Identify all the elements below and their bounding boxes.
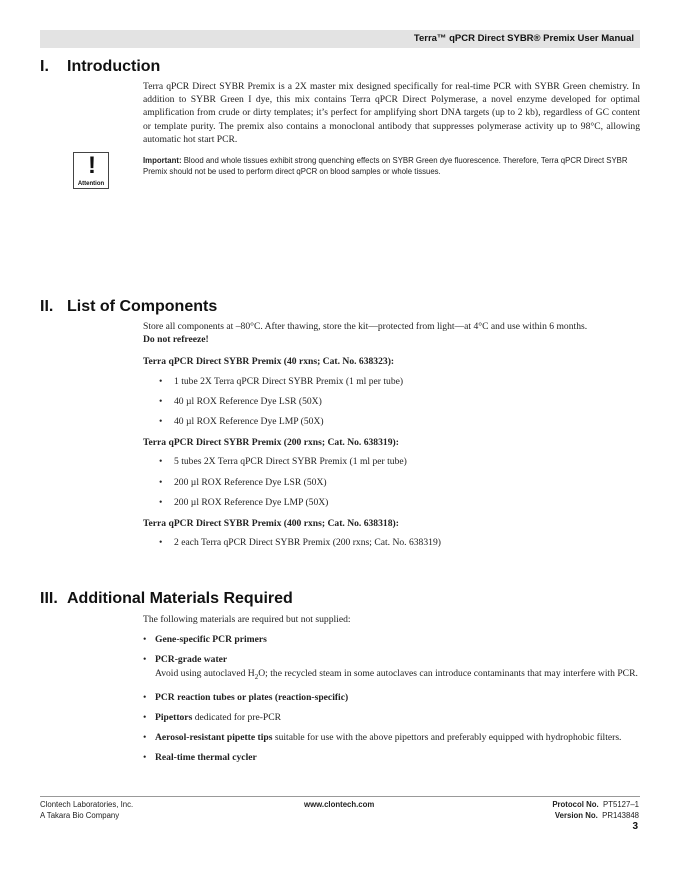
version-label: Version No. bbox=[554, 811, 598, 820]
section-number: III. bbox=[40, 590, 58, 607]
material-pipettors: Pipettors bbox=[155, 711, 193, 723]
important-note bbox=[143, 155, 640, 178]
material-cycler: Real-time thermal cycler bbox=[155, 752, 257, 764]
kit-item: • 40 µl ROX Reference Dye LMP (50X) bbox=[143, 415, 640, 428]
tips-note: suitable for use with the above pipettors and preferably equipped with hydrophobic filters. bbox=[272, 732, 622, 744]
footer-website: www.clontech.com bbox=[304, 800, 375, 809]
attention-label: Attention bbox=[77, 181, 105, 187]
kit-item-list bbox=[143, 375, 640, 429]
water-note bbox=[155, 668, 638, 679]
storage-text: Store all components at –80°C. After thawing, store the kit—protected from light—at 4°C and use within 6 months. bbox=[143, 321, 588, 332]
material-item bbox=[143, 711, 640, 724]
version-value: PR143848 bbox=[602, 811, 639, 820]
important-label: Important: bbox=[143, 156, 182, 165]
exclamation-icon: ! bbox=[88, 152, 96, 179]
section-heading-components bbox=[40, 298, 217, 316]
water-note-post: O; the recycled steam in some autoclaves can introduce contaminants that may interfere with PCR. bbox=[258, 667, 638, 679]
materials-block bbox=[143, 613, 640, 765]
material-tubes: PCR reaction tubes or plates (reaction-specific) bbox=[155, 691, 349, 703]
kit-heading: Terra qPCR Direct SYBR Premix (400 rxns; Cat. No. 638318): bbox=[143, 518, 399, 530]
materials-intro: The following materials are required but not supplied: bbox=[143, 614, 351, 625]
material-item bbox=[143, 731, 640, 744]
material-item bbox=[143, 633, 640, 646]
manual-title: Terra™ qPCR Direct SYBR® Premix User Manual bbox=[413, 33, 634, 44]
material-tips: Aerosol-resistant pipette tips bbox=[155, 732, 273, 744]
material-item bbox=[143, 691, 640, 704]
kit-item: • 40 µl ROX Reference Dye LSR (50X) bbox=[143, 395, 640, 408]
introduction-paragraph bbox=[143, 80, 640, 146]
version-row bbox=[552, 810, 639, 821]
footer-protocol-block bbox=[552, 799, 639, 821]
section-title: Introduction bbox=[67, 58, 161, 75]
protocol-label: Protocol No. bbox=[552, 800, 599, 809]
kit-item-list bbox=[143, 536, 640, 549]
kit-heading: Terra qPCR Direct SYBR Premix (200 rxns; Cat. No. 638319): bbox=[143, 437, 399, 449]
kit-item: • 1 tube 2X Terra qPCR Direct SYBR Premix (1 ml per tube) bbox=[143, 375, 640, 388]
kit-item: • 200 µl ROX Reference Dye LSR (50X) bbox=[143, 476, 640, 489]
kit-item-list bbox=[143, 455, 640, 509]
storage-instructions bbox=[143, 320, 640, 346]
section-heading-materials bbox=[40, 590, 293, 608]
water-note-pre: Avoid using autoclaved H bbox=[155, 667, 255, 679]
protocol-row bbox=[552, 799, 639, 810]
section-number: II. bbox=[40, 298, 54, 315]
section-title: List of Components bbox=[67, 298, 218, 315]
material-item bbox=[143, 653, 640, 683]
kit-item: • 5 tubes 2X Terra qPCR Direct SYBR Premix (1 ml per tube) bbox=[143, 455, 640, 468]
material-primers: Gene-specific PCR primers bbox=[155, 634, 267, 646]
page-number: 3 bbox=[632, 821, 638, 832]
material-water: PCR-grade water bbox=[155, 654, 228, 666]
footer-company-block bbox=[40, 799, 133, 821]
running-header bbox=[40, 30, 640, 48]
company-name: Clontech Laboratories, Inc. bbox=[40, 800, 134, 809]
protocol-value: PT5127–1 bbox=[603, 800, 639, 809]
kit-item: • 200 µl ROX Reference Dye LMP (50X) bbox=[143, 496, 640, 509]
section-heading-introduction bbox=[40, 58, 160, 76]
intro-text: Terra qPCR Direct SYBR Premix is a 2X master mix designed specifically for real-time PCR with SYBR Green chemistry. In addition to SYBR Green I dye, this mix contains Terra qPCR Direct Polymerase, a novel enzyme developed for optimal amplification from crude or dirty templates; it’s perfect for amplifying short DNA targets (up to 2 kb), regardless of GC content or template purity. The premix also contains a monoclonal antibody that suppresses polymerase activity up to 98°C, allowing automatic hot start PCR. bbox=[143, 81, 640, 145]
components-block bbox=[143, 320, 640, 549]
kit-heading: Terra qPCR Direct SYBR Premix (40 rxns; Cat. No. 638323): bbox=[143, 356, 395, 368]
section-title: Additional Materials Required bbox=[67, 590, 293, 607]
materials-list bbox=[143, 633, 640, 764]
section-number: I. bbox=[40, 58, 49, 75]
parent-company: A Takara Bio Company bbox=[40, 811, 120, 820]
kit-item: • 2 each Terra qPCR Direct SYBR Premix (200 rxns; Cat. No. 638319) bbox=[143, 536, 640, 549]
water-note-sub: 2 bbox=[254, 672, 259, 681]
footer-divider bbox=[40, 796, 640, 797]
attention-callout bbox=[73, 152, 109, 189]
important-text: Blood and whole tissues exhibit strong quenching effects on SYBR Green dye fluorescence. Therefore, Terra qPCR Direct SYBR Premix should not be used to perform direct qPCR on blood samples or whole tissues. bbox=[143, 156, 628, 177]
storage-warning: Do not refreeze! bbox=[143, 334, 209, 346]
pipettors-note: dedicated for pre-PCR bbox=[192, 711, 282, 723]
material-item bbox=[143, 751, 640, 764]
